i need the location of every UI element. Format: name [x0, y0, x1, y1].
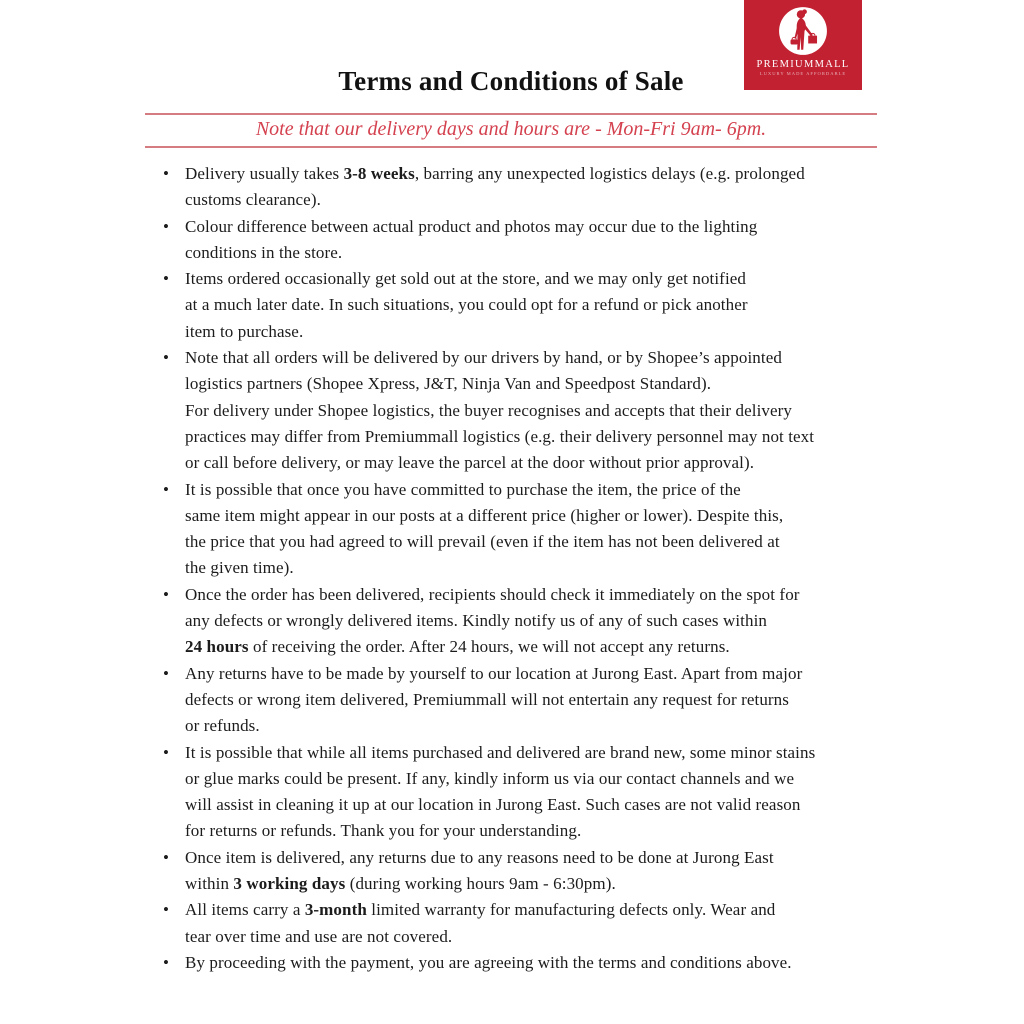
delivery-notice-text: Note that our delivery days and hours are - Mon-Fri 9am- 6pm. [255, 118, 767, 140]
document [145, 0, 877, 976]
brand-name: PREMIUMMALL [756, 59, 850, 70]
term-item: • It is possible that while all items purchased and delivered are brand new, some minor stains or glue marks could be present. If any, kindly inform us via our contact channels and we will assist in cleaning it up at our location in Jurong East. Such cases are not valid reason for returns or refunds. Thank you for your understanding. [145, 740, 885, 845]
terms-list [145, 161, 885, 976]
delivery-notice [145, 113, 877, 148]
term-item: • Colour difference between actual product and photos may occur due to the lighting conditions in the store. [145, 214, 885, 267]
term-item: • Once the order has been delivered, recipients should check it immediately on the spot for any defects or wrongly delivered items. Kindly notify us of any of such cases within 24 hours of receiving the order. After 24 hours, we will not accept any returns. [145, 582, 885, 661]
term-item: • Delivery usually takes 3-8 weeks, barring any unexpected logistics delays (e.g. prolonged customs clearance). [145, 161, 885, 214]
brand-tagline: LUXURY MADE AFFORDABLE [759, 71, 847, 76]
term-item: • Items ordered occasionally get sold out at the store, and we may only get notified at a much later date. In such situations, you could opt for a refund or pick another item to purchase. [145, 266, 885, 345]
term-item: • It is possible that once you have committed to purchase the item, the price of the same item might appear in our posts at a different price (higher or lower). Despite this, the price that you had agreed to will prevail (even if the item has not been delivered at the given time). [145, 477, 885, 582]
term-item: • Any returns have to be made by yourself to our location at Jurong East. Apart from major defects or wrong item delivered, Premiummall will not entertain any request for returns or refunds. [145, 661, 885, 740]
term-item: • All items carry a 3-month limited warranty for manufacturing defects only. Wear and tear over time and use are not covered. [145, 897, 885, 950]
page-title: Terms and Conditions of Sale [338, 66, 684, 96]
term-item: • Once item is delivered, any returns due to any reasons need to be done at Jurong East within 3 working days (during working hours 9am - 6:30pm). [145, 845, 885, 898]
term-item: • Note that all orders will be delivered by our drivers by hand, or by Shopee’s appointed logistics partners (Shopee Xpress, J&T, Ninja Van and Speedpost Standard). For delivery under Shopee logistics, the buyer recognises and accepts that their delivery practices may differ from Premiummall logistics (e.g. their delivery personnel may not text or call before delivery, or may leave the parcel at the door without prior approval). [145, 345, 885, 476]
term-item: • By proceeding with the payment, you are agreeing with the terms and conditions above. [145, 950, 885, 976]
